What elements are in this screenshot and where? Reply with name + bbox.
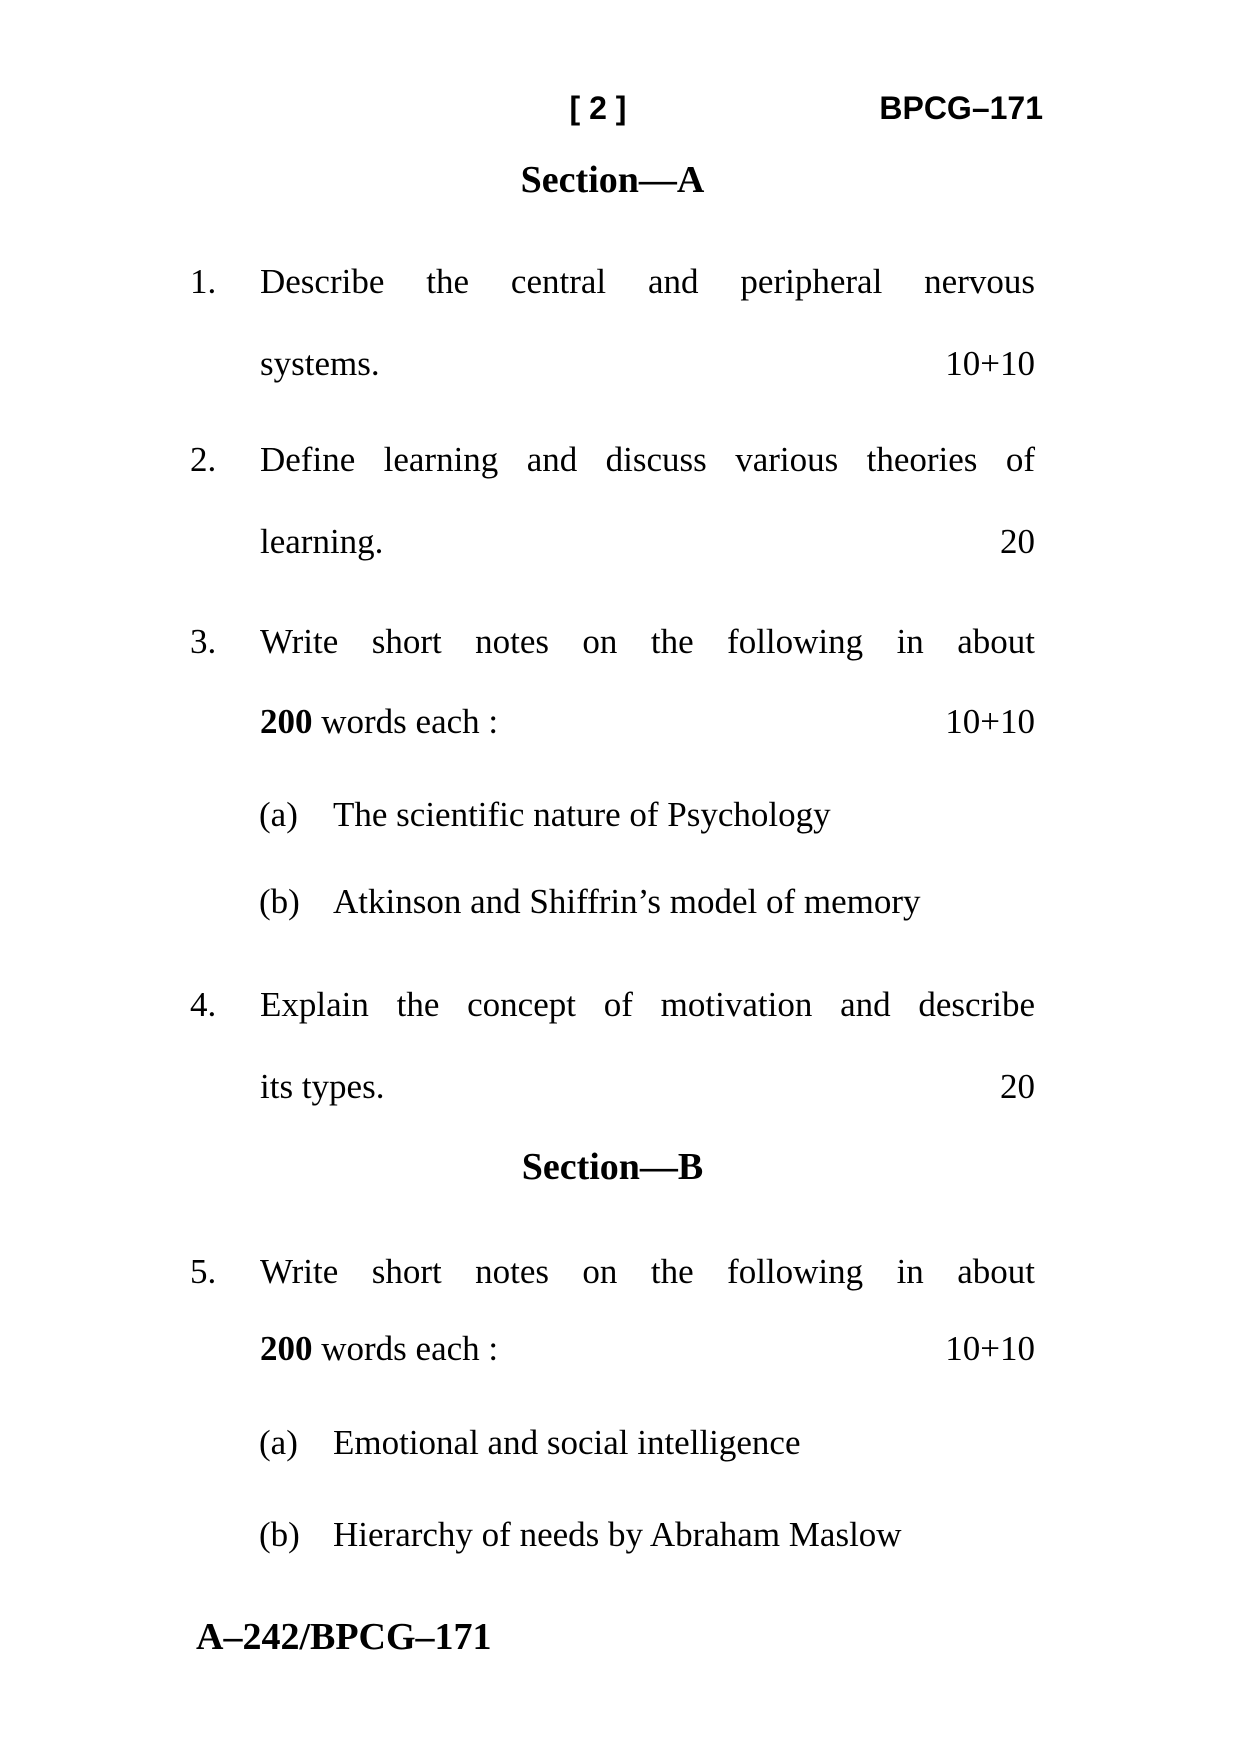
section-b-heading: Section—B bbox=[521, 1146, 704, 1188]
question-1-marks: 10+10 bbox=[945, 344, 1035, 383]
question-2-text-continued: learning. bbox=[260, 522, 384, 561]
course-code: BPCG–171 bbox=[879, 90, 1043, 126]
subitem-b-text: Atkinson and Shiffrin’s model of memory bbox=[333, 882, 921, 921]
question-2-marks: 20 bbox=[1000, 522, 1035, 561]
question-2-line-1 bbox=[190, 442, 1035, 477]
question-4-line-2 bbox=[190, 1069, 1035, 1104]
subitem-a-text: The scientific nature of Psychology bbox=[333, 795, 831, 834]
question-4-text: Explain the concept of motivation and describe bbox=[260, 985, 1035, 1024]
question-1-line-2 bbox=[190, 346, 1035, 381]
question-4-marks: 20 bbox=[1000, 1067, 1035, 1106]
question-3-number: 3. bbox=[190, 622, 217, 661]
question-3-word-count: 200 bbox=[260, 702, 313, 741]
section-a-heading: Section—A bbox=[520, 159, 705, 201]
question-5-line-2 bbox=[190, 1331, 1035, 1366]
question-3-line-2 bbox=[190, 704, 1035, 739]
question-3-words-each: words each : bbox=[312, 702, 499, 741]
subitem-a-label: (a) bbox=[259, 795, 298, 834]
question-3-subitem-b bbox=[259, 884, 1039, 919]
question-3-line-1 bbox=[190, 624, 1035, 659]
question-1-text-continued: systems. bbox=[260, 344, 380, 383]
subitem-b-label: (b) bbox=[259, 882, 300, 921]
question-4-text-continued: its types. bbox=[260, 1067, 385, 1106]
paper-set-code: A–242/BPCG–171 bbox=[196, 1616, 492, 1658]
question-5-marks: 10+10 bbox=[945, 1329, 1035, 1368]
question-5-word-count: 200 bbox=[260, 1329, 313, 1368]
subitem-b-label: (b) bbox=[259, 1515, 300, 1554]
question-5-text-continued bbox=[260, 1331, 498, 1366]
question-2-line-2 bbox=[190, 524, 1035, 559]
question-1-number: 1. bbox=[190, 262, 217, 301]
subitem-b-text: Hierarchy of needs by Abraham Maslow bbox=[333, 1515, 902, 1554]
question-3-marks: 10+10 bbox=[945, 702, 1035, 741]
question-5-words-each: words each : bbox=[312, 1329, 499, 1368]
question-2-text: Define learning and discuss various theories of bbox=[260, 440, 1035, 479]
question-3-text-continued bbox=[260, 704, 498, 739]
question-4-line-1 bbox=[190, 987, 1035, 1022]
question-3-subitem-a bbox=[259, 797, 1039, 832]
question-5-subitem-b bbox=[259, 1517, 1039, 1552]
question-5-subitem-a bbox=[259, 1425, 1039, 1460]
question-5-text: Write short notes on the following in about bbox=[260, 1252, 1035, 1291]
question-1-text: Describe the central and peripheral nervous bbox=[260, 262, 1035, 301]
question-1-line-1 bbox=[190, 264, 1035, 299]
question-3-text: Write short notes on the following in about bbox=[260, 622, 1035, 661]
subitem-a-label: (a) bbox=[259, 1423, 298, 1462]
subitem-a-text: Emotional and social intelligence bbox=[333, 1423, 801, 1462]
question-5-line-1 bbox=[190, 1254, 1035, 1289]
question-4-number: 4. bbox=[190, 985, 217, 1024]
question-2-number: 2. bbox=[190, 440, 217, 479]
question-5-number: 5. bbox=[190, 1252, 217, 1291]
page-number: [ 2 ] bbox=[569, 90, 627, 126]
